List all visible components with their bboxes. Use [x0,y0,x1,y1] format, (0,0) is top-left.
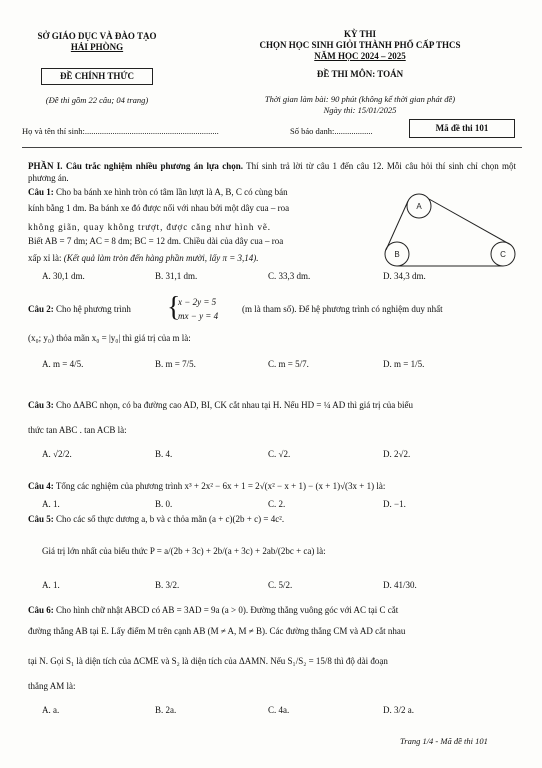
q2-line1b: (m là tham số). Để hệ phương trình có nghiệm duy nhất [242,304,443,314]
label-c: C [500,250,506,259]
exam-date: Ngày thi: 15/01/2025 [323,105,397,115]
q1-option-c[interactable]: C. 33,3 dm. [268,271,311,281]
q5-line1: Câu 5: Cho các số thực dương a, b và c thỏa mãn (a + c)(2b + c) = 4c². [28,514,285,524]
header-divider [22,147,522,148]
candidate-id-line: Số báo danh:.................. [290,126,373,136]
q1-line2: kính bằng 1 dm. Ba bánh xe đó được nối với nhau bởi một dây cua – roa [28,203,290,213]
q4-option-d[interactable]: D. −1. [383,499,406,509]
q3-option-a[interactable]: A. √2/2. [42,449,72,459]
q2-option-d[interactable]: D. m = 1/5. [383,359,425,369]
q5-option-b[interactable]: B. 3/2. [155,580,180,590]
q6-option-d[interactable]: D. 3/2 a. [383,705,414,715]
q6-line3: tại N. Gọi S₁ là diện tích của ΔCME và S₂ là diện tích của ΔAMN. Nếu S₁/S₂ = 15/8 thì độ dài đoạn [28,656,388,666]
q5-option-a[interactable]: A. 1. [42,580,60,590]
q6-line4: thẳng AM là: [28,681,76,691]
q3-option-b[interactable]: B. 4. [155,449,173,459]
exam-code-box: Mã đề thi 101 [409,119,515,138]
belt-pulley-figure [383,190,523,270]
q5-option-d[interactable]: D. 41/30. [383,580,417,590]
q3-option-d[interactable]: D. 2√2. [383,449,411,459]
q4-option-a[interactable]: A. 1. [42,499,60,509]
q2-option-a[interactable]: A. m = 4/5. [42,359,84,369]
q4-line1: Câu 4: Tổng các nghiệm của phương trình x³ + 2x² − 6x + 1 = 2√(x² − x + 1) − (x + 1)√(3x + 1) là: [28,481,386,491]
page-count-note: (Đề thi gồm 22 câu; 04 trang) [45,95,149,105]
time-note: Thời gian làm bài: 90 phút (không kể thời gian phát đề) [264,94,456,104]
q1-line5: xấp xỉ là: (Kết quả làm tròn đến hàng phần mười, lấy π = 3,14). [28,253,259,263]
q6-option-b[interactable]: B. 2a. [155,705,177,715]
page-footer: Trang 1/4 - Mã đề thi 101 [400,736,488,746]
q5-line2: Giá trị lớn nhất của biểu thức P = a/(2b + 3c) + 2b/(a + 3c) + 2ab/(2bc + ca) là: [42,546,326,556]
exam-title-2: CHỌN HỌC SINH GIỎI THÀNH PHỐ CẤP THCS [259,40,461,50]
subject-title: ĐỀ THI MÔN: TOÁN [316,69,404,79]
official-label: ĐỀ CHÍNH THỨC [41,68,153,85]
q1-line1: Câu 1: Cho ba bánh xe hình tròn có tâm lần lượt là A, B, C có cùng bán [28,187,288,197]
label-b: B [394,250,400,259]
q3-line1: Câu 3: Cho ΔABC nhọn, có ba đường cao AD, BI, CK cắt nhau tại H. Nếu HD = ¼ AD thì giá trị của biểu [28,400,413,410]
label-a: A [416,202,422,211]
q5-option-c[interactable]: C. 5/2. [268,580,293,590]
q6-line2: đường thẳng AB tại E. Lấy điểm M trên cạnh AB (M ≠ A, M ≠ B). Các đường thẳng CM và AD cắt nhau [28,626,406,636]
q3-line2: thức tan ABC . tan ACB là: [28,425,127,435]
system-brace: { [167,292,181,323]
q4-option-b[interactable]: B. 0. [155,499,173,509]
q1-option-d[interactable]: D. 34,3 dm. [383,271,426,281]
q2-system-eq1: x − 2y = 5 [178,297,217,307]
q6-option-c[interactable]: C. 4a. [268,705,290,715]
dept-line1: SỞ GIÁO DỤC VÀ ĐÀO TẠO [37,31,157,41]
part1-intro: PHẦN I. Câu trắc nghiệm nhiều phương án lựa chọn. Thí sinh trả lời từ câu 1 đến câu 12. Mỗi câu hỏi thí sinh chỉ chọn một phương án. [28,161,516,183]
dept-line2: HẢI PHÒNG [70,42,124,52]
q2-option-b[interactable]: B. m = 7/5. [155,359,196,369]
q6-line1: Câu 6: Cho hình chữ nhật ABCD có AB = 3AD = 9a (a > 0). Đường thẳng vuông góc với AC tại C cắt [28,605,399,615]
q1-line4: Biết AB = 7 dm; AC = 8 dm; BC = 12 dm. Chiều dài của dây cua – roa [28,236,284,246]
q1-line3: không giãn, quay không trượt, được căng như hình vẽ. [28,222,271,232]
q6-option-a[interactable]: A. a. [42,705,60,715]
q2-system-eq2: mx − y = 4 [178,311,219,321]
q3-option-c[interactable]: C. √2. [268,449,291,459]
q1-option-b[interactable]: B. 31,1 dm. [155,271,198,281]
q2-option-c[interactable]: C. m = 5/7. [268,359,309,369]
q2-line1a: Câu 2: Cho hệ phương trình [28,304,131,314]
q1-option-a[interactable]: A. 30,1 dm. [42,271,85,281]
candidate-name-line: Họ và tên thí sinh:............................................................... [22,126,219,136]
q4-option-c[interactable]: C. 2. [268,499,286,509]
exam-title-1: KỲ THI [343,29,377,39]
q2-line2: (x₀; y₀) thỏa mãn x₀ = |y₀| thì giá trị của m là: [28,333,191,343]
school-year: NĂM HỌC 2024 – 2025 [314,51,406,61]
